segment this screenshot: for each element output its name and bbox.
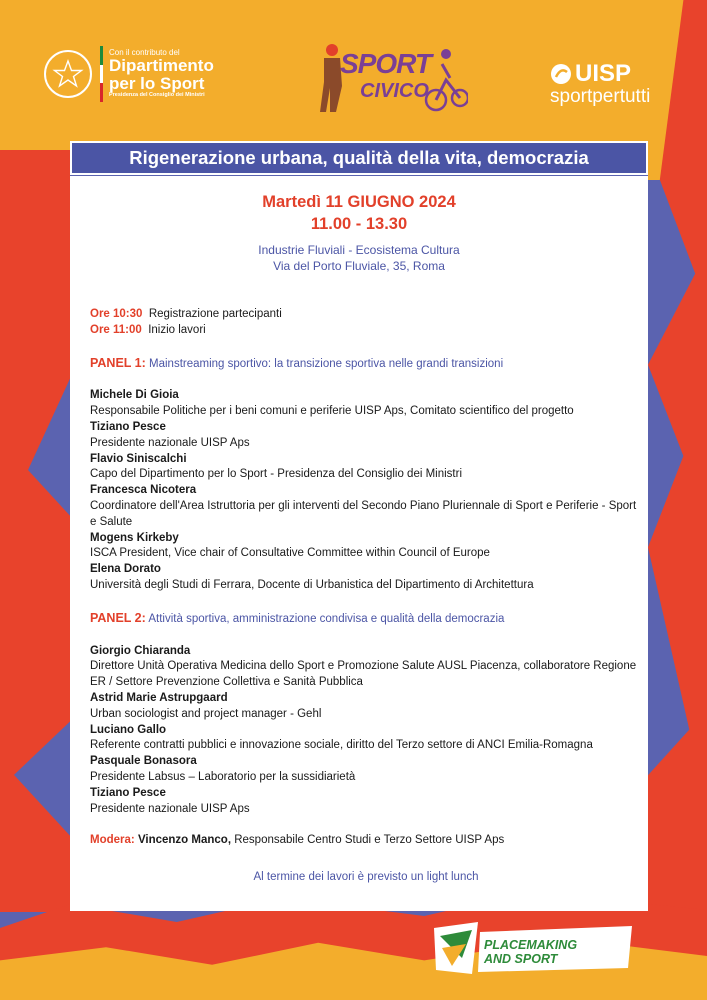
venue-name: Industrie Fluviali - Ecosistema Cultura	[258, 243, 460, 257]
page-title: Rigenerazione urbana, qualità della vita, democrazia	[129, 147, 589, 168]
speaker-role: Presidente nazionale UISP Aps	[90, 802, 250, 815]
panel2-speakers	[90, 644, 642, 818]
speaker-name: Astrid Marie Astrupgaard	[90, 691, 228, 704]
speaker-name: Tiziano Pesce	[90, 420, 166, 433]
moderator-label: Modera:	[90, 834, 135, 847]
schedule-label: Inizio lavori	[148, 323, 206, 336]
schedule-label: Registrazione partecipanti	[148, 308, 282, 320]
speaker-name: Giorgio Chiaranda	[90, 644, 191, 657]
panel2-title: Attività sportiva, amministrazione condivisa e qualità della democrazia	[148, 612, 505, 625]
panel1-label: PANEL 1:	[90, 355, 146, 370]
uisp-name: UISP	[575, 60, 632, 87]
event-logo-sport: SPORT	[340, 48, 431, 79]
speaker-role: Capo del Dipartimento per lo Sport - Presidenza del Consiglio dei Ministri	[90, 468, 463, 481]
venue-address: Via del Porto Fluviale, 35, Roma	[273, 259, 445, 273]
speaker-name: Elena Dorato	[90, 563, 161, 576]
department-logo	[44, 46, 214, 102]
event-date: Martedì 11 GIUGNO 2024	[262, 193, 456, 211]
placemaking-line2: AND SPORT	[484, 952, 558, 966]
uisp-tagline: sportpertutti	[550, 86, 651, 107]
speaker-role: Coordinatore dell'Area Istruttoria per gli interventi del Secondo Piano Pluriennale di Sport e Periferie - Sport e Salute	[90, 499, 637, 528]
dept-name-line1: Dipartimento	[109, 56, 214, 76]
uisp-runner-icon	[550, 63, 572, 85]
speaker-name: Michele Di Gioia	[90, 389, 179, 402]
panel2-heading	[90, 611, 642, 628]
speaker-name: Luciano Gallo	[90, 723, 167, 736]
uisp-logo	[550, 60, 650, 108]
moderator	[90, 833, 642, 849]
left-red-shape	[0, 150, 70, 912]
republic-emblem-icon	[44, 50, 92, 98]
moderator-role: Responsabile Centro Studi e Terzo Settore UISP Aps	[234, 834, 505, 847]
schedule-item	[90, 307, 642, 323]
placemaking-line1: PLACEMAKING	[484, 938, 578, 952]
speaker-role: Direttore Unità Operativa Medicina dello Sport e Promozione Salute AUSL Piacenza, collaboratore Regione ER / Settore Prevenzione Collettiva e Sanità Pubblica	[90, 660, 637, 689]
speaker-role: Presidente Labsus – Laboratorio per la sussidiarietà	[90, 770, 356, 783]
content-panel	[70, 176, 648, 911]
sport-civico-logo	[318, 42, 468, 120]
speaker-role: Responsabile Politiche per i beni comuni e periferie UISP Aps, Comitato scientifico del progetto	[90, 405, 574, 418]
event-logo-civico: CIVICO	[360, 80, 429, 102]
schedule-time: Ore 11:00	[90, 323, 142, 336]
panel2-label: PANEL 2:	[90, 610, 146, 625]
speaker-role: Presidente nazionale UISP Aps	[90, 436, 250, 449]
speaker-name: Francesca Nicotera	[90, 484, 197, 497]
panel1-speakers	[90, 388, 642, 593]
speaker-role: Università degli Studi di Ferrara, Docente di Urbanistica del Dipartimento di Architettura	[90, 578, 534, 591]
speaker-name: Mogens Kirkeby	[90, 531, 179, 544]
speaker-role: ISCA President, Vice chair of Consultative Committee within Council of Europe	[90, 547, 490, 560]
speaker-name: Flavio Siniscalchi	[90, 452, 187, 465]
dept-subtitle: Presidenza del Consiglio dei Ministri	[109, 92, 205, 99]
panel1-heading	[90, 356, 642, 373]
speaker-role: Urban sociologist and project manager - Gehl	[90, 707, 322, 720]
schedule-item	[90, 323, 642, 339]
italian-flag-icon	[100, 46, 103, 102]
contrib-label: Con il contributo del	[109, 48, 180, 58]
panel1-title: Mainstreaming sportivo: la transizione sportiva nelle grandi transizioni	[149, 357, 504, 370]
closing-note: Al termine dei lavori è previsto un light lunch	[253, 871, 479, 884]
speaker-name: Pasquale Bonasora	[90, 755, 197, 768]
dept-name-line2: per lo Sport	[109, 74, 205, 94]
speaker-name: Tiziano Pesce	[90, 786, 166, 799]
title-bar	[70, 141, 648, 175]
programme	[90, 307, 642, 886]
speaker-role: Referente contratti pubblici e innovazione sociale, diritto del Terzo settore di ANCI Emilia-Romagna	[90, 739, 593, 752]
event-time: 11.00 - 13.30	[310, 215, 408, 233]
moderator-name: Vincenzo Manco,	[137, 834, 232, 847]
placemaking-logo	[432, 918, 642, 980]
schedule-time: Ore 10:30	[90, 308, 143, 320]
